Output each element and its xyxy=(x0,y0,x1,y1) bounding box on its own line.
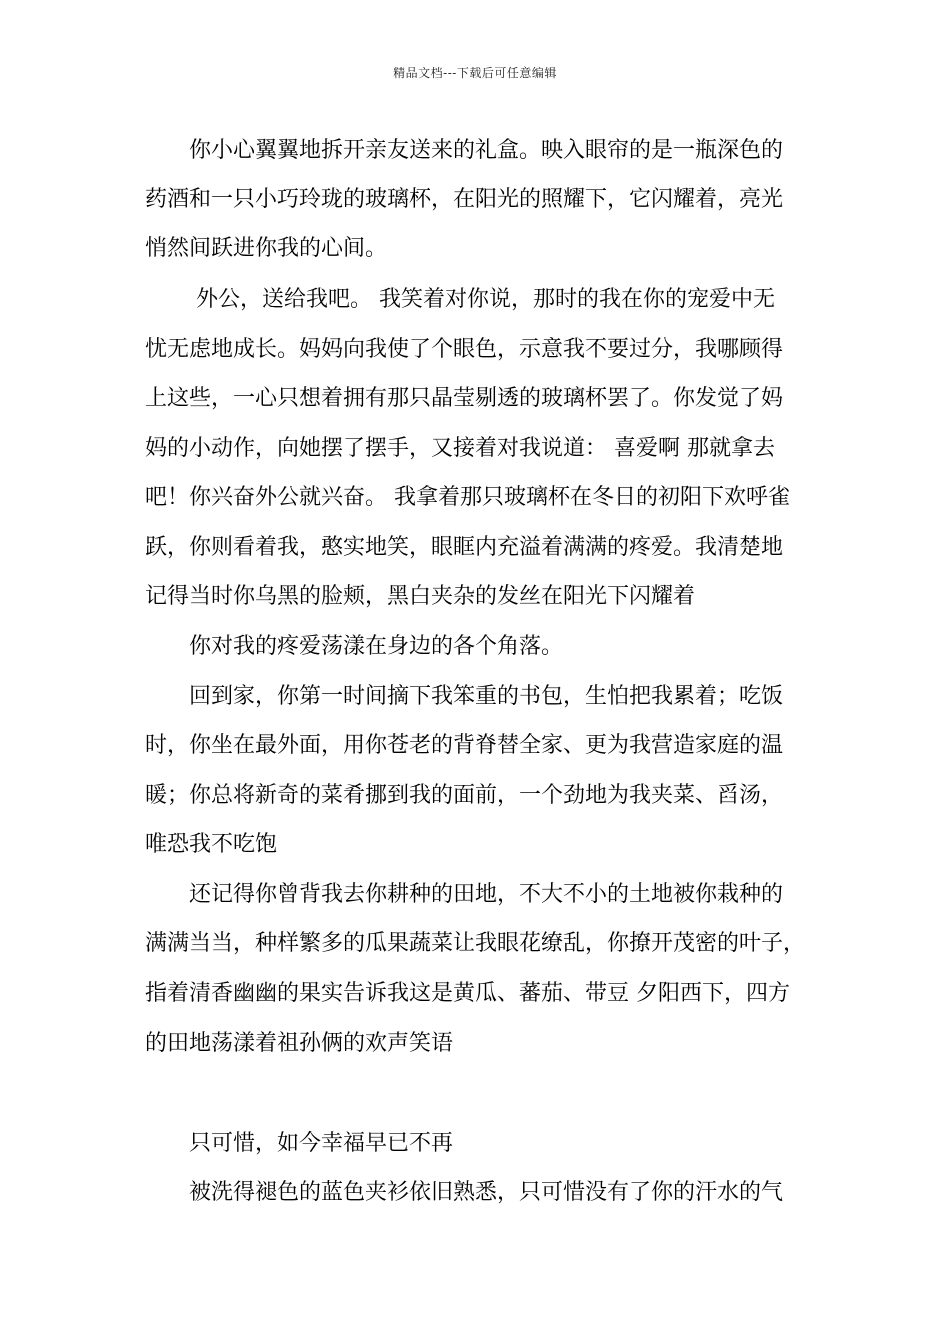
text-line: 你小心翼翼地拆开亲友送来的礼盒。映入眼帘的是一瓶深色的 xyxy=(145,138,784,163)
text-line: 的田地荡漾着祖孙俩的欢声笑语 xyxy=(145,1031,454,1056)
text-line: 满满当当，种样繁多的瓜果蔬菜让我眼花缭乱，你撩开茂密的叶子， xyxy=(145,931,806,956)
text-line: 只可惜，如今幸福早已不再 xyxy=(145,1131,454,1156)
text-line: 还记得你曾背我去你耕种的田地，不大不小的土地被你栽种的 xyxy=(145,882,784,907)
text-line: 指着清香幽幽的果实告诉我这是黄瓜、蕃茄、带豆 夕阳西下，四方 xyxy=(145,981,790,1006)
text-line: 回到家，你第一时间摘下我笨重的书包，生怕把我累着；吃饭 xyxy=(145,684,784,709)
text-line: 忧无虑地成长。妈妈向我使了个眼色，示意我不要过分，我哪顾得 xyxy=(145,337,784,362)
text-line: 妈的小动作，向她摆了摆手，又接着对我说道： 喜爱啊 那就拿去 xyxy=(145,436,775,461)
text-line: 记得当时你乌黑的脸颊，黑白夹杂的发丝在阳光下闪耀着 xyxy=(145,584,696,609)
text-line: 药酒和一只小巧玲珑的玻璃杯，在阳光的照耀下，它闪耀着，亮光 xyxy=(145,187,784,212)
text-line: 被洗得褪色的蓝色夹衫依旧熟悉，只可惜没有了你的汗水的气 xyxy=(145,1180,784,1205)
text-line: 外公，送给我吧。 我笑着对你说，那时的我在你的宠爱中无 xyxy=(145,287,775,312)
text-line: 吧！你兴奋外公就兴奋。 我拿着那只玻璃杯在冬日的初阳下欢呼雀 xyxy=(145,485,790,510)
text-line: 时，你坐在最外面，用你苍老的背脊替全家、更为我营造家庭的温 xyxy=(145,733,784,758)
text-line: 悄然间跃进你我的心间。 xyxy=(145,236,388,261)
text-line: 唯恐我不吃饱 xyxy=(145,832,278,857)
text-line: 你对我的疼爱荡漾在身边的各个角落。 xyxy=(145,634,564,659)
page-header: 精品文档---下载后可任意编辑 xyxy=(393,66,557,80)
text-line: 暖；你总将新奇的菜肴挪到我的面前，一个劲地为我夹菜、舀汤， xyxy=(145,783,784,808)
text-line: 跃，你则看着我，憨实地笑，眼眶内充溢着满满的疼爱。我清楚地 xyxy=(145,535,784,560)
text-line: 上这些，一心只想着拥有那只晶莹剔透的玻璃杯罢了。你发觉了妈 xyxy=(145,386,784,411)
